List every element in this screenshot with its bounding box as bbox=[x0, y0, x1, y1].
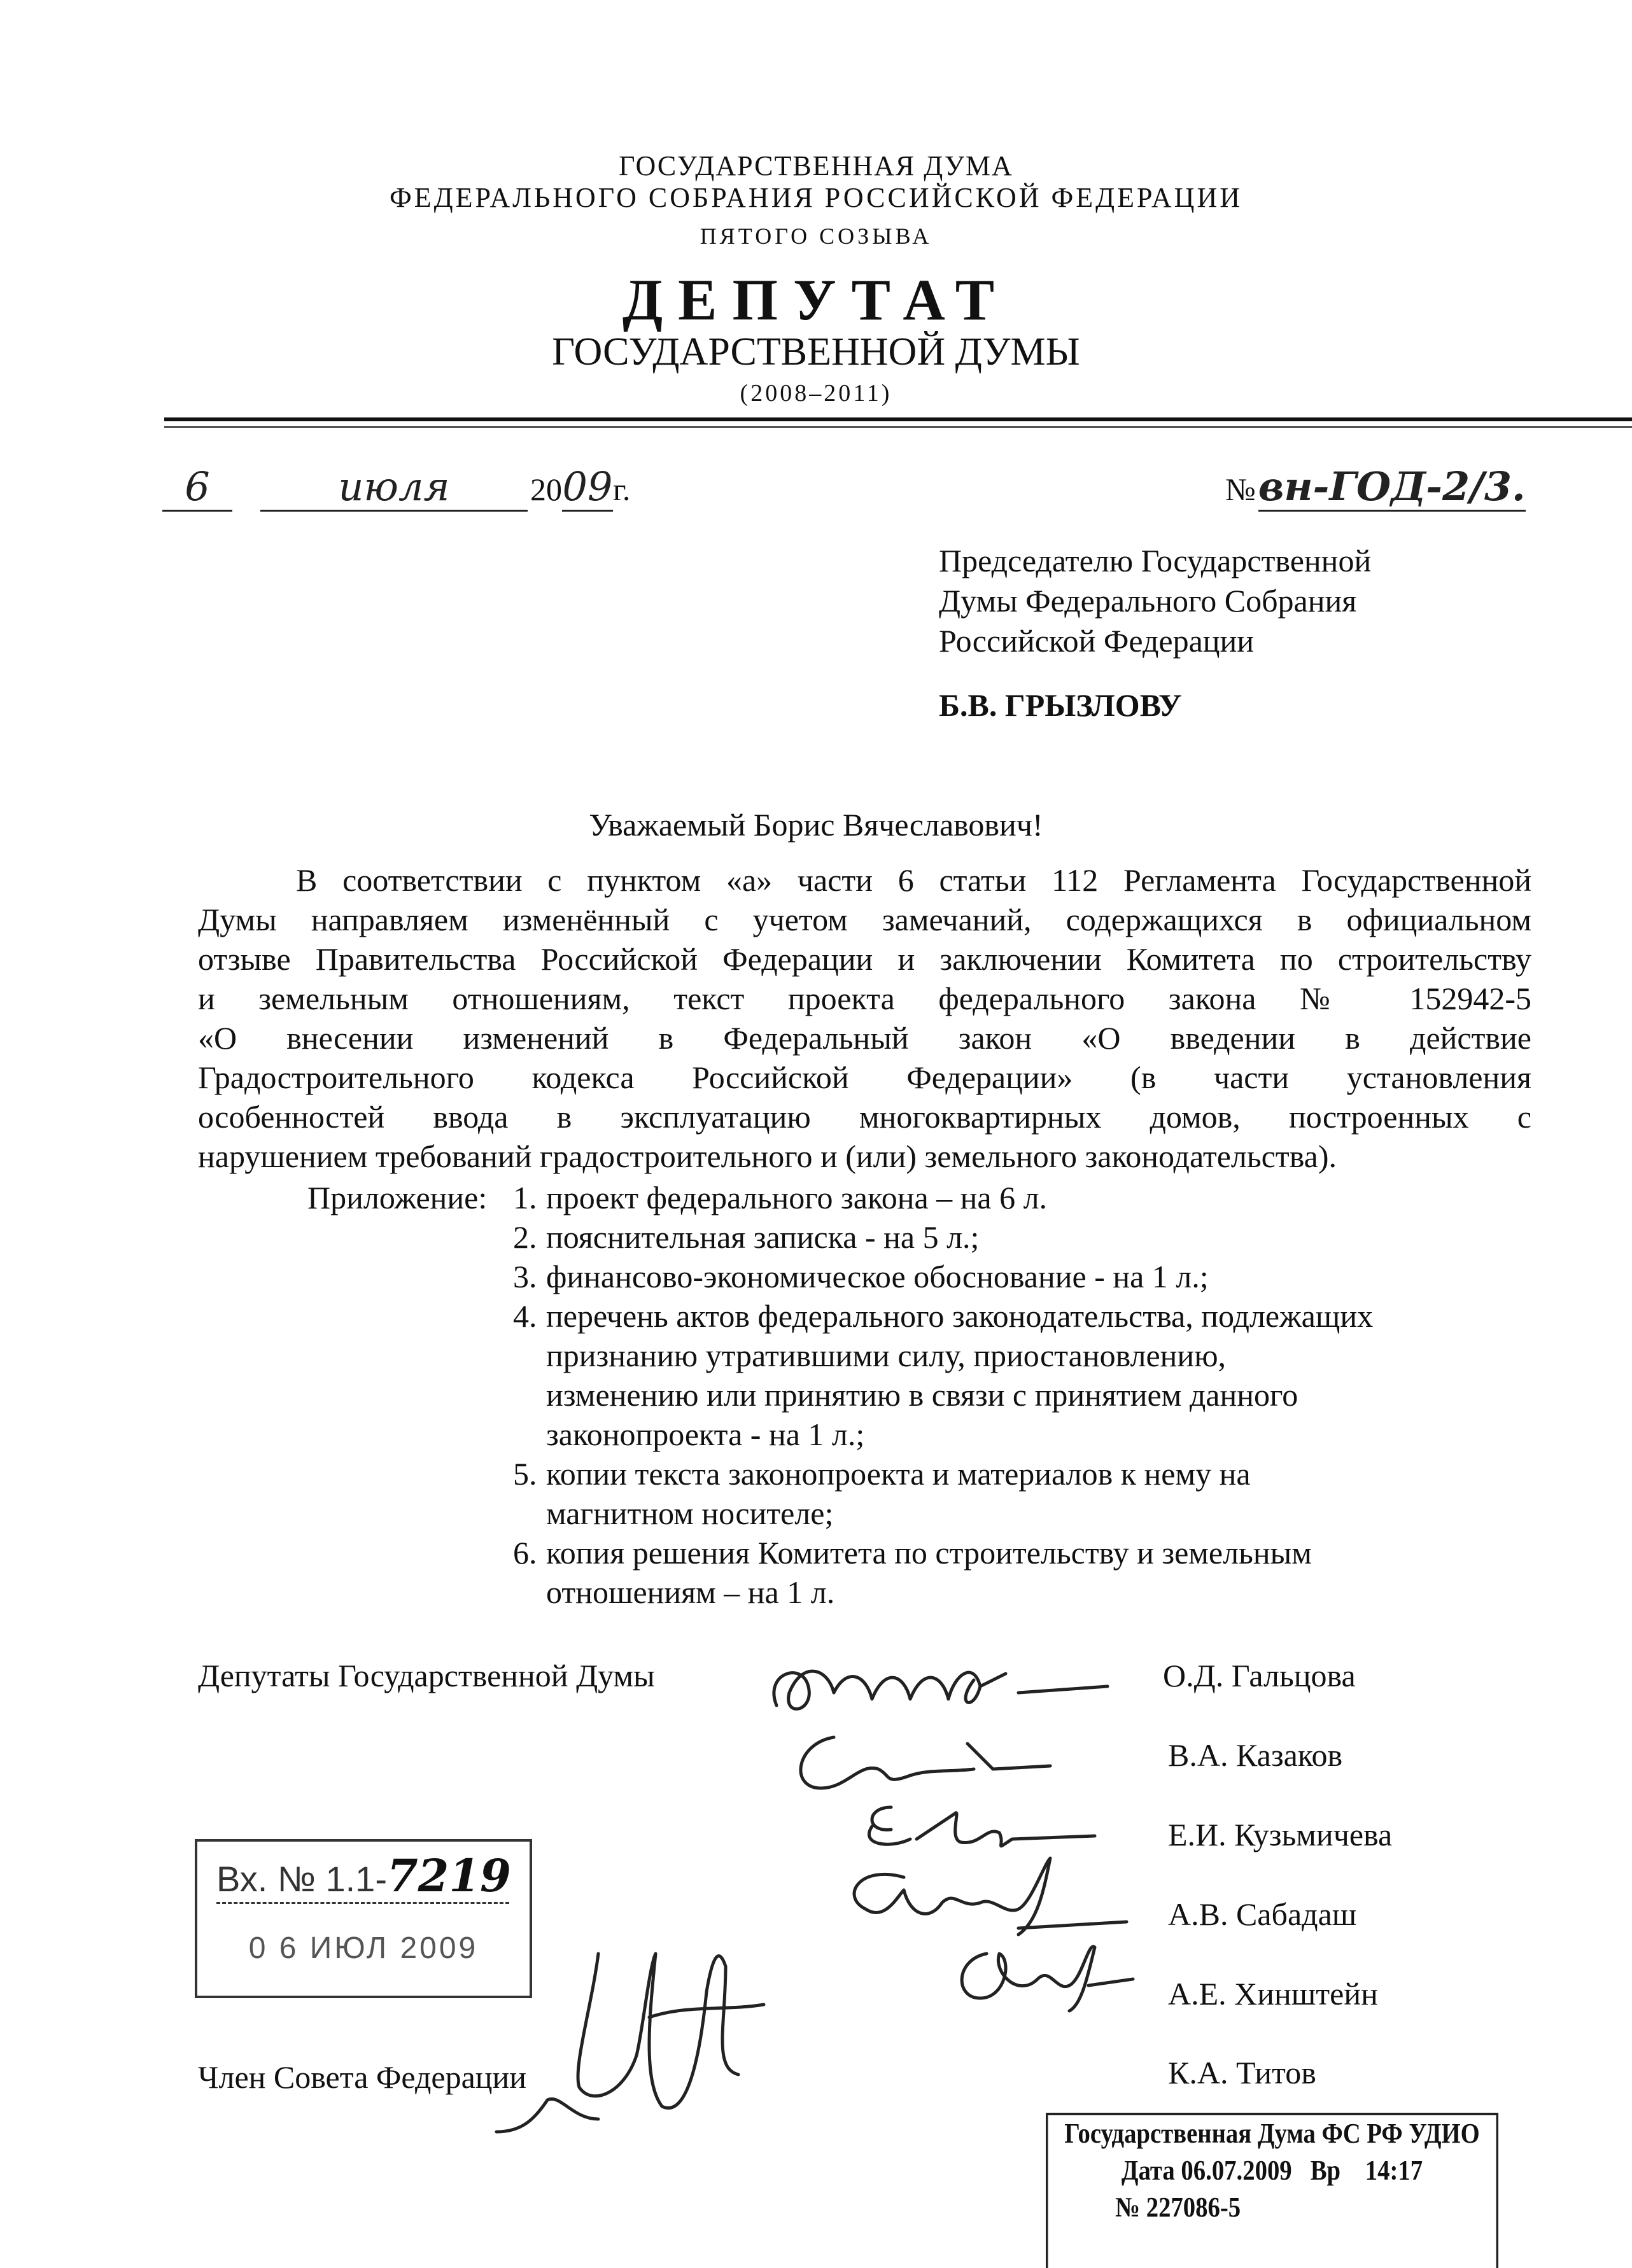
signature-titov bbox=[496, 1928, 853, 2145]
letterhead-line3: ПЯТОГО СОЗЫВА bbox=[700, 223, 932, 249]
signature-kuzmicheva bbox=[853, 1788, 1108, 1858]
incoming-prefix: Вх. № 1.1- bbox=[216, 1859, 387, 1899]
body-line: Градостроительного кодекса Российской Федерации» (в части установления bbox=[198, 1060, 1531, 1095]
attachment-number: 2. bbox=[513, 1219, 537, 1255]
salutation: Уважаемый Борис Вячеславович! bbox=[589, 807, 1043, 843]
header-rule-thin bbox=[164, 426, 1632, 428]
senator-label: Член Совета Федерации bbox=[198, 2059, 527, 2095]
signatory-name: К.А. Титов bbox=[1168, 2055, 1316, 2090]
addressee-line: Российской Федерации bbox=[939, 623, 1255, 659]
deputies-label: Депутаты Государственной Думы bbox=[198, 1658, 655, 1693]
letterhead-line2: ФЕДЕРАЛЬНОГО СОБРАНИЯ РОССИЙСКОЙ ФЕДЕРАЦИИ bbox=[389, 182, 1242, 213]
attachment-item: отношениям – на 1 л. bbox=[546, 1574, 835, 1610]
attachments-label: Приложение: bbox=[307, 1180, 488, 1215]
attachment-number: 4. bbox=[513, 1298, 537, 1334]
body-line: особенностей ввода в эксплуатацию многоквартирных домов, построенных с bbox=[198, 1099, 1531, 1135]
body-line: отзыве Правительства Российской Федерации и заключении Комитета по строительству bbox=[198, 941, 1531, 977]
attachment-item: пояснительная записка - на 5 л.; bbox=[546, 1219, 980, 1255]
date-year-prefix: 20 bbox=[530, 472, 562, 507]
attachment-number: 1. bbox=[513, 1180, 537, 1215]
signature-khinshtein bbox=[942, 1935, 1146, 2017]
attachment-number: 5. bbox=[513, 1456, 537, 1492]
attachment-item: копии текста законопроекта и материалов к нему на bbox=[546, 1456, 1251, 1492]
registration-line3: № 227086-5 bbox=[1115, 2192, 1241, 2223]
attachment-item: магнитном носителе; bbox=[546, 1495, 834, 1531]
attachment-item: финансово-экономическое обоснование - на 1 л.; bbox=[546, 1259, 1209, 1294]
addressee-line: Председателю Государственной bbox=[939, 543, 1372, 578]
letterhead-line1: ГОСУДАРСТВЕННАЯ ДУМА bbox=[619, 150, 1013, 181]
letterhead-title: ДЕПУТАТ bbox=[622, 267, 1010, 332]
body-line: нарушением требований градостроительного и (или) земельного законодательства). bbox=[198, 1138, 1337, 1174]
attachment-item: законопроекта - на 1 л.; bbox=[546, 1417, 865, 1452]
attachment-number: 6. bbox=[513, 1535, 537, 1571]
date-year: 09 bbox=[562, 463, 613, 512]
letterhead-subtitle: ГОСУДАРСТВЕННОЙ ДУМЫ bbox=[552, 330, 1080, 374]
signatory-name: Е.И. Кузьмичева bbox=[1168, 1817, 1393, 1852]
body-line: Думы направляем изменённый с учетом замечаний, содержащихся в официальном bbox=[198, 902, 1531, 937]
attachment-item: признанию утратившими силу, приостановлению, bbox=[546, 1338, 1227, 1373]
registration-line2: Дата 06.07.2009 Вр 14:17 bbox=[1121, 2155, 1423, 2186]
date-line bbox=[162, 463, 630, 512]
signatory-name: О.Д. Гальцова bbox=[1163, 1658, 1356, 1693]
date-month: июля bbox=[260, 463, 528, 512]
signature-sabadash bbox=[827, 1852, 1133, 1947]
attachment-number: 3. bbox=[513, 1259, 537, 1294]
signatory-name: А.В. Сабадаш bbox=[1168, 1896, 1357, 1932]
addressee-line: Думы Федерального Собрания bbox=[939, 583, 1357, 619]
signatory-name: А.Е. Хинштейн bbox=[1168, 1976, 1378, 2012]
signatory-name: В.А. Казаков bbox=[1168, 1737, 1343, 1773]
header-rule-thick bbox=[164, 417, 1632, 421]
body-line: В соответствии с пунктом «а» части 6 статьи 112 Регламента Государственной bbox=[296, 862, 1531, 898]
attachment-item: перечень актов федерального законодательства, подлежащих bbox=[546, 1298, 1374, 1334]
incoming-number: 7219 bbox=[386, 1849, 511, 1902]
addressee-name: Б.В. ГРЫЗЛОВУ bbox=[939, 687, 1182, 723]
incoming-stamp bbox=[195, 1839, 532, 1998]
body-line: «О внесении изменений в Федеральный закон «О введении в действие bbox=[198, 1020, 1531, 1056]
body-line: и земельным отношениям, текст проекта федерального закона № 152942-5 bbox=[198, 981, 1531, 1016]
number-value: вн-ГОД-2/3. bbox=[1258, 463, 1526, 512]
date-day: 6 bbox=[162, 463, 232, 512]
registration-line1: Государственная Дума ФС РФ УДИО bbox=[1064, 2118, 1480, 2149]
letterhead-years: (2008–2011) bbox=[740, 380, 892, 407]
outgoing-number bbox=[1225, 463, 1526, 510]
incoming-date: 0 6 ИЮЛ 2009 bbox=[248, 1931, 479, 1965]
registration-stamp bbox=[1046, 2113, 1498, 2268]
date-year-suffix: г. bbox=[613, 472, 631, 507]
attachment-item: изменению или принятию в связи с принятием данного bbox=[546, 1377, 1298, 1413]
attachment-item: копия решения Комитета по строительству и земельным bbox=[546, 1535, 1312, 1571]
signature-galtsova bbox=[764, 1648, 1120, 1731]
number-label: № bbox=[1225, 472, 1256, 507]
attachment-item: проект федерального закона – на 6 л. bbox=[546, 1180, 1048, 1215]
